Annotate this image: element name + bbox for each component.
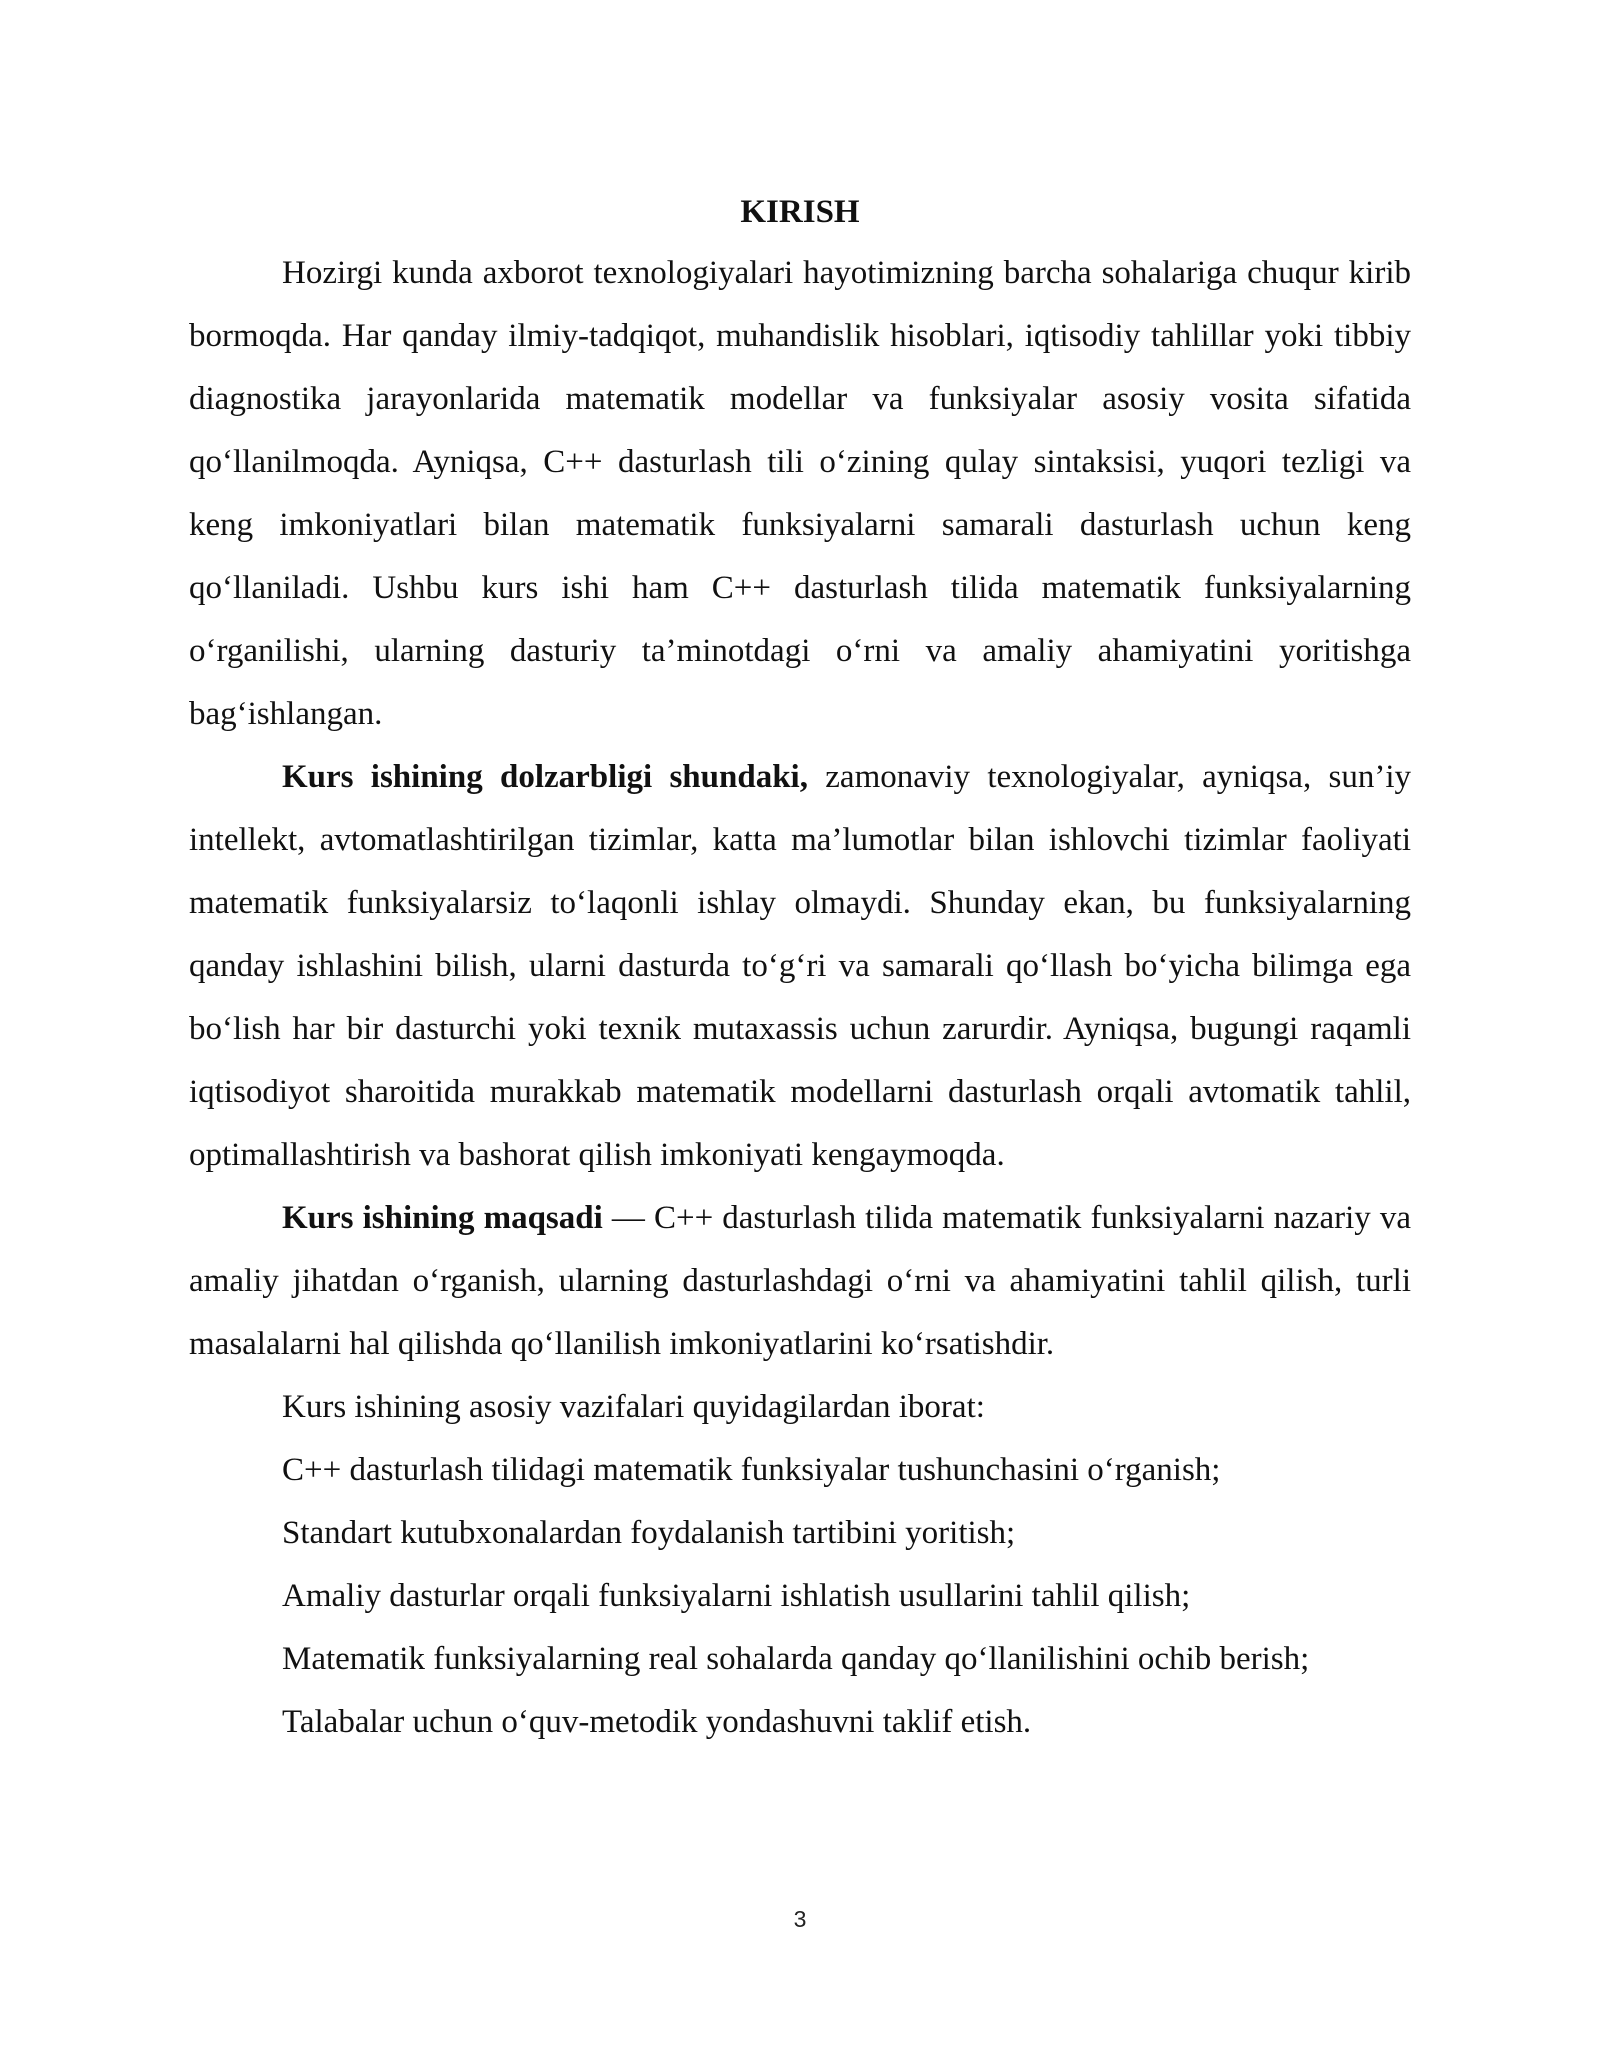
tasks-intro: Kurs ishining asosiy vazifalari quyidagilardan iborat: bbox=[282, 1389, 985, 1425]
goal-heading: Kurs ishining maqsadi bbox=[282, 1200, 603, 1236]
goal-paragraph bbox=[189, 1187, 1411, 1376]
task-item: Standart kutubxonalardan foydalanish tartibini yoritish; bbox=[282, 1515, 1016, 1551]
goal-text: — C++ dasturlash tilida matematik funksiyalarni nazariy va amaliy jihatdan o‘rganish, ularning dasturlashdagi o‘rni va ahamiyatini tahlil qilish, turli masalalarni hal qilishda qo‘llanilish imkoniyatlarini ko‘rsatishdir. bbox=[189, 1200, 1411, 1362]
intro-paragraph: Hozirgi kunda axborot texnologiyalari hayotimizning barcha sohalariga chuqur kirib bormoqda. Har qanday ilmiy-tadqiqot, muhandislik hisoblari, iqtisodiy tahlillar yoki tibbiy diagnostika jarayonlarida matematik modellar va funksiyalar asosiy vosita sifatida qo‘llanilmoqda. Ayniqsa, C++ dasturlash tili o‘zining qulay sintaksisi, yuqori tezligi va keng imkoniyatlari bilan matematik funksiyalarni samarali dasturlash uchun keng qo‘llaniladi. Ushbu kurs ishi ham C++ dasturlash tilida matematik funksiyalarning o‘rganilishi, ularning dasturiy ta’minotdagi o‘rni va amaliy ahamiyatini yoritishga bag‘ishlangan. bbox=[189, 255, 1411, 732]
task-item: Talabalar uchun o‘quv-metodik yondashuvni taklif etish. bbox=[282, 1704, 1032, 1740]
relevance-text: zamonaviy texnologiyalar, ayniqsa, sun’iy intellekt, avtomatlashtirilgan tizimlar, katta ma’lumotlar bilan ishlovchi tizimlar faoliyati matematik funksiyalarsiz to‘laqonli ishlay olmaydi. Shunday ekan, bu funksiyalarning qanday ishlashini bilish, ularni dasturda to‘g‘ri va samarali qo‘llash bo‘yicha bilimga ega bo‘lish har bir dasturchi yoki texnik mutaxassis uchun zarurdir. Ayniqsa, bugungi raqamli iqtisodiyot sharoitida murakkab matematik modellarni dasturlash orqali avtomatik tahlil, optimallashtirish va bashorat qilish imkoniyati kengaymoqda. bbox=[189, 759, 1411, 1173]
page-content bbox=[189, 182, 1411, 1754]
task-item: Amaliy dasturlar orqali funksiyalarni ishlatish usullarini tahlil qilish; bbox=[282, 1578, 1191, 1614]
relevance-heading: Kurs ishining dolzarbligi shundaki, bbox=[282, 759, 808, 795]
task-item: C++ dasturlash tilidagi matematik funksiyalar tushunchasini o‘rganish; bbox=[282, 1452, 1221, 1488]
section-title: KIRISH bbox=[740, 194, 860, 230]
page-number: 3 bbox=[793, 1906, 807, 1932]
task-item: Matematik funksiyalarning real sohalarda qanday qo‘llanilishini ochib berish; bbox=[282, 1641, 1310, 1677]
relevance-paragraph bbox=[189, 746, 1411, 1187]
